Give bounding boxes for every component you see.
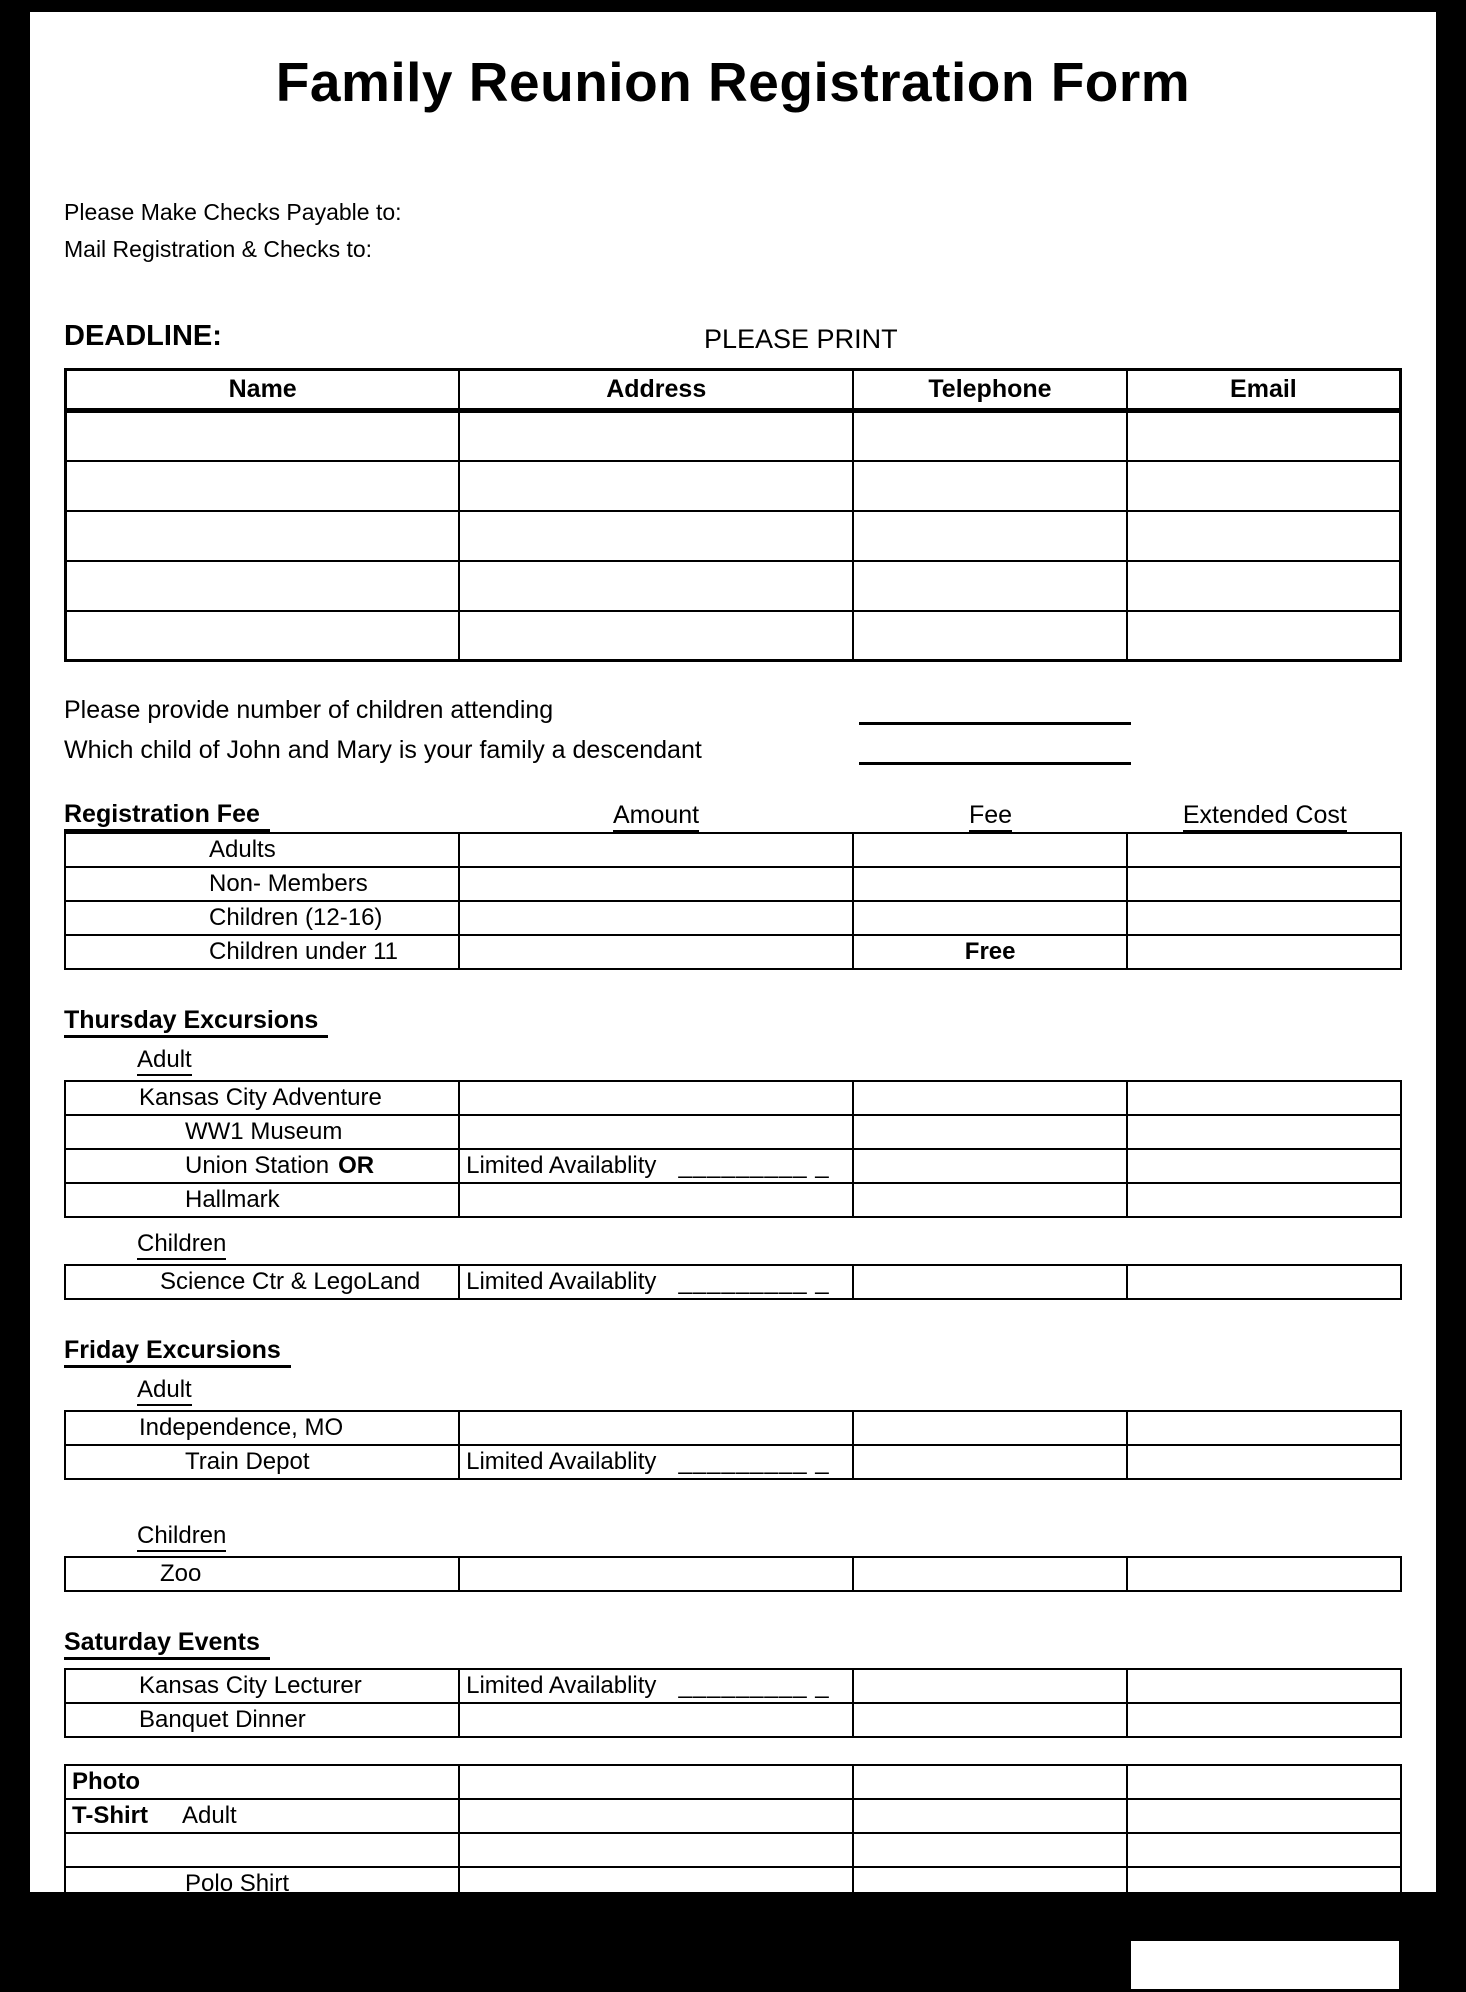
fee-cell[interactable] [853,1115,1127,1149]
checks-payable-label: Please Make Checks Payable to: [64,199,402,225]
excursion-row-union-station [65,1149,1401,1183]
thursday-adult-label-wrap [64,1046,1402,1076]
thursday-children-table [64,1264,1402,1300]
merch-label: T-Shirt Adult [65,1799,459,1833]
extended-cost-cell[interactable] [1127,1265,1401,1299]
contact-row [66,561,1401,611]
fee-row-label: Adults [65,833,459,867]
merch-cell[interactable] [459,1799,853,1833]
intro-block [64,194,1402,268]
note-cell[interactable] [459,1081,853,1115]
limited-availability-cell[interactable] [459,1445,853,1479]
extended-cost-cell[interactable] [1127,935,1401,969]
extended-cost-cell[interactable] [1127,1867,1401,1901]
descendant-question [64,730,1402,770]
note-cell[interactable] [459,1703,853,1737]
fee-cell[interactable] [853,1183,1127,1217]
total-amount-box[interactable] [1128,1938,1402,1992]
thursday-section-title-wrap [64,1006,1402,1038]
address-cell[interactable] [459,461,853,511]
fee-cell[interactable] [853,1081,1127,1115]
friday-adult-label-wrap [64,1376,1402,1406]
friday-children-table [64,1556,1402,1592]
excursion-label: Train Depot [65,1445,459,1479]
excursion-row-independence-mo [65,1411,1401,1445]
friday-adult-table [64,1410,1402,1480]
limited-availability-cell[interactable] [459,1669,853,1703]
name-cell[interactable] [66,511,460,561]
fee-row-label: Children (12-16) [65,901,459,935]
fee-cell[interactable] [853,1149,1127,1183]
excursion-row-kansas-city-adventure [65,1081,1401,1115]
extended-cost-cell[interactable] [1127,1765,1401,1799]
availability-blank[interactable]: _________ _ [678,1672,830,1699]
amount-cell[interactable] [459,833,853,867]
telephone-cell[interactable] [853,461,1127,511]
excursion-row-train-depot [65,1445,1401,1479]
note-cell[interactable] [459,1557,853,1591]
children-count-blank[interactable] [859,722,1131,725]
excursion-row-zoo [65,1557,1401,1591]
contact-col-telephone: Telephone [853,370,1127,411]
mail-registration-label: Mail Registration & Checks to: [64,236,373,262]
extended-cost-cell[interactable] [1127,1799,1401,1833]
telephone-cell[interactable] [853,611,1127,661]
friday-excursions-title: Friday Excursions [64,1336,291,1368]
extended-cost-cell[interactable] [1127,1901,1401,1935]
contact-row [66,411,1401,461]
note-cell[interactable] [459,1411,853,1445]
contact-col-address: Address [459,370,853,411]
email-cell[interactable] [1127,611,1401,661]
children-count-label: Please provide number of children attending [64,695,554,724]
merch-row-tshirt-adult [65,1799,1401,1833]
fee-cell[interactable] [853,833,1127,867]
fee-cell[interactable] [853,1799,1127,1833]
fee-cell[interactable] [853,1901,1127,1935]
saturday-events-title: Saturday Events [64,1628,270,1660]
contact-row [66,461,1401,511]
event-row-banquet-dinner [65,1703,1401,1737]
total-row [64,1938,1402,1992]
email-cell[interactable] [1127,561,1401,611]
fee-cell[interactable] [853,1867,1127,1901]
descendant-blank[interactable] [859,762,1131,765]
fee-cell[interactable] [853,1669,1127,1703]
merch-row-photo [65,1765,1401,1799]
extended-cost-cell[interactable] [1127,1833,1401,1867]
thursday-children-label-wrap [64,1230,1402,1260]
note-cell[interactable] [459,1115,853,1149]
extended-cost-cell[interactable] [1127,1445,1401,1479]
address-cell[interactable] [459,611,853,661]
fee-cell[interactable] [853,1703,1127,1737]
fee-cell[interactable] [853,1445,1127,1479]
merch-row-empty [65,1833,1401,1867]
extended-cost-cell[interactable] [1127,1557,1401,1591]
contact-row [66,511,1401,561]
extended-cost-cell[interactable] [1127,901,1401,935]
extended-cost-cell[interactable] [1127,1183,1401,1217]
registration-fee-title: Registration Fee [64,800,270,832]
availability-blank[interactable]: _________ _ [678,1268,830,1295]
thursday-excursions-title: Thursday Excursions [64,1006,328,1038]
merch-label[interactable] [65,1833,459,1867]
children-count-question [64,690,1402,730]
excursion-label: WW1 Museum [65,1115,459,1149]
fee-cell[interactable] [853,1765,1127,1799]
friday-children-label-wrap [64,1522,1402,1552]
limited-availability-label: Limited Availablity [466,1268,657,1295]
amount-cell[interactable] [459,867,853,901]
fee-cell[interactable] [853,1557,1127,1591]
telephone-cell[interactable] [853,411,1127,461]
fee-header: Fee [969,801,1012,832]
excursion-label: Independence, MO [65,1411,459,1445]
limited-availability-label: Limited Availablity [466,1672,657,1699]
excursion-label: Kansas City Adventure [65,1081,459,1115]
excursion-row-ww1-museum [65,1115,1401,1149]
excursion-label: Science Ctr & LegoLand [65,1265,459,1299]
fee-cell[interactable] [853,901,1127,935]
event-label: Banquet Dinner [65,1703,459,1737]
merch-row-polo-shirt [65,1867,1401,1901]
fee-row-children-under-11 [65,935,1401,969]
friday-section-title-wrap [64,1336,1402,1368]
extended-cost-cell[interactable] [1127,1115,1401,1149]
excursion-label: Zoo [65,1557,459,1591]
availability-blank[interactable]: _________ _ [678,1152,830,1179]
registration-fee-header [64,800,1402,832]
merch-row-children [65,1901,1401,1935]
amount-header: Amount [613,801,699,832]
fee-row-adults [65,833,1401,867]
fee-row-non-members [65,867,1401,901]
excursion-label: Union Station OR [65,1149,459,1183]
event-row-kansas-city-lecturer [65,1669,1401,1703]
thursday-adult-table [64,1080,1402,1218]
form-title: Family Reunion Registration Form [275,51,1191,113]
address-cell[interactable] [459,511,853,561]
fee-cell: Free [853,935,1127,969]
name-cell[interactable] [66,611,460,661]
thursday-children-label: Children [137,1230,226,1260]
name-cell[interactable] [66,561,460,611]
amount-cell[interactable] [459,935,853,969]
limited-availability-cell[interactable] [459,1149,853,1183]
thursday-adult-label: Adult [137,1046,192,1076]
merch-table [64,1764,1402,1936]
extended-cost-cell[interactable] [1127,867,1401,901]
descendant-label: Which child of John and Mary is your family a descendant [64,735,702,764]
telephone-cell[interactable] [853,511,1127,561]
friday-adult-label: Adult [137,1376,192,1406]
address-cell[interactable] [459,411,853,461]
extended-cost-cell[interactable] [1127,1669,1401,1703]
please-print-label: PLEASE PRINT [704,324,898,354]
contact-col-name: Name [66,370,460,411]
email-cell[interactable] [1127,461,1401,511]
fee-cell[interactable] [853,867,1127,901]
friday-children-label: Children [137,1522,226,1552]
merch-cell[interactable] [459,1867,853,1901]
or-label: OR [338,1152,375,1179]
extended-cost-header: Extended Cost [1183,801,1347,832]
email-cell[interactable] [1127,411,1401,461]
email-cell[interactable] [1127,511,1401,561]
merch-label: Photo [65,1765,459,1799]
fee-cell[interactable] [853,1265,1127,1299]
fee-cell[interactable] [853,1833,1127,1867]
deadline-row [64,320,1402,362]
excursion-row-hallmark [65,1183,1401,1217]
registration-fee-table [64,832,1402,970]
deadline-label: DEADLINE: [64,320,222,352]
merch-cell[interactable] [459,1901,853,1935]
saturday-section-title-wrap [64,1628,1402,1660]
extended-cost-cell[interactable] [1127,1149,1401,1183]
merch-cell[interactable] [459,1833,853,1867]
fee-row-children-12-16 [65,901,1401,935]
contact-col-email: Email [1127,370,1401,411]
extended-cost-cell[interactable] [1127,1703,1401,1737]
limited-availability-cell[interactable] [459,1265,853,1299]
extended-cost-cell[interactable] [1127,833,1401,867]
extended-cost-cell[interactable] [1127,1411,1401,1445]
total-label: TOTAL [979,1946,1083,1983]
excursion-row-science-ctr-legoland [65,1265,1401,1299]
fee-row-label: Non- Members [65,867,459,901]
telephone-cell[interactable] [853,561,1127,611]
contact-table [64,368,1402,662]
note-cell[interactable] [459,1183,853,1217]
limited-availability-label: Limited Availablity [466,1152,657,1179]
event-label: Kansas City Lecturer [65,1669,459,1703]
form-page [30,12,1436,1983]
merch-label: Polo Shirt [65,1867,459,1901]
fee-row-label: Children under 11 [65,935,459,969]
name-cell[interactable] [66,461,460,511]
contact-row [66,611,1401,661]
contact-header-row [66,370,1401,411]
merch-label: Children [65,1901,459,1935]
address-cell[interactable] [459,561,853,611]
amount-cell[interactable] [459,901,853,935]
excursion-label: Hallmark [65,1183,459,1217]
saturday-events-table [64,1668,1402,1738]
availability-blank[interactable]: _________ _ [678,1448,830,1475]
questions-block [64,690,1402,770]
extended-cost-cell[interactable] [1127,1081,1401,1115]
fee-cell[interactable] [853,1411,1127,1445]
limited-availability-label: Limited Availablity [466,1448,657,1475]
name-cell[interactable] [66,411,460,461]
merch-cell[interactable] [459,1765,853,1799]
